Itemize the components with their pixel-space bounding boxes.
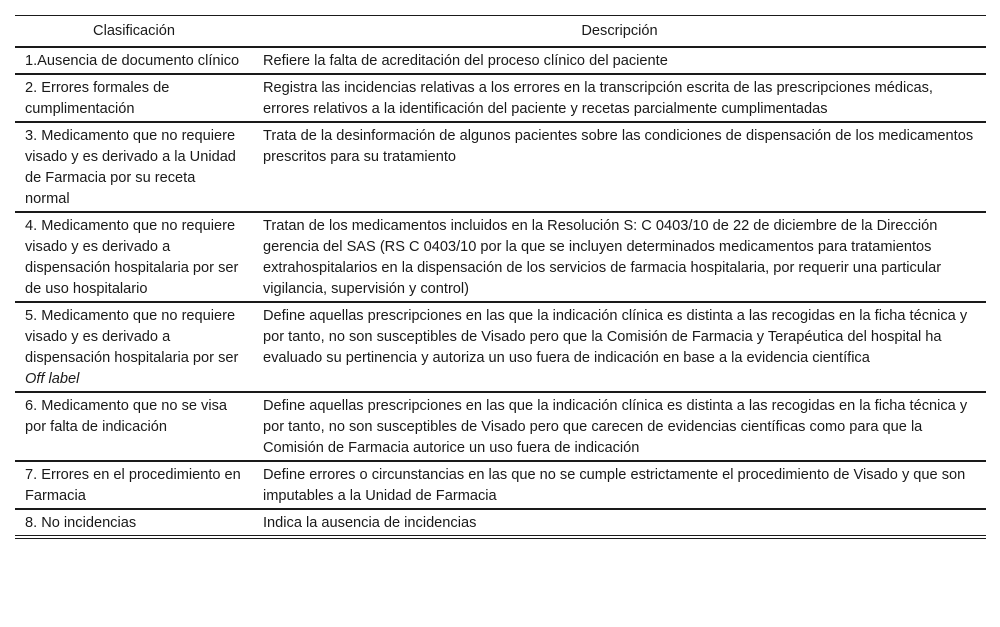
table-row (15, 392, 986, 461)
row-classification: 6. Medicamento que no se visa por falta de indicación (15, 392, 253, 461)
row-description: Trata de la desinformación de algunos pacientes sobre las condiciones de dispensación de los medicamentos prescritos para su tratamiento (253, 122, 986, 212)
table-row (15, 509, 986, 537)
row-classification: 2. Errores formales de cumplimentación (15, 74, 253, 122)
header-classification: Clasificación (15, 16, 253, 48)
row-classification: 8. No incidencias (15, 509, 253, 537)
header-description: Descripción (253, 16, 986, 48)
row-description: Tratan de los medicamentos incluidos en la Resolución S: C 0403/10 de 22 de diciembre de la Dirección gerencia del SAS (RS C 0403/10 por la que se incluyen determinados medicamentos para tratamientos extrahospitalarios en la dispensación de los servicios de farmacia hospitalaria, por requerir una particular vigilancia, supervisión y control) (253, 212, 986, 302)
header-row (15, 16, 986, 48)
row-classification (15, 302, 253, 392)
row-classification: 7. Errores en el procedimiento en Farmacia (15, 461, 253, 509)
row-description: Define aquellas prescripciones en las que la indicación clínica es distinta a las recogidas en la ficha técnica y por tanto, no son susceptibles de Visado pero que carecen de evidencias científicas como para que la Comisión de Farmacia autorice un uso fuera de indicación (253, 392, 986, 461)
table-row (15, 122, 986, 212)
table-row (15, 74, 986, 122)
table-row (15, 461, 986, 509)
row-classification: 1.Ausencia de documento clínico (15, 47, 253, 74)
table-header (15, 16, 986, 48)
row-description: Registra las incidencias relativas a los errores en la transcripción escrita de las prescripciones médicas, errores relativos a la identificación del paciente y recetas parcialmente cumplimentadas (253, 74, 986, 122)
row-classification-text: 5. Medicamento que no requiere visado y es derivado a dispensación hospitalaria por ser (25, 308, 239, 366)
classification-table-container (15, 15, 986, 539)
row-description: Define aquellas prescripciones en las que la indicación clínica es distinta a las recogidas en la ficha técnica y por tanto, no son susceptibles de Visado pero que la Comisión de Farmacia y Terapéutica del hospital ha evaluado su pertinencia y autoriza un uso fuera de indicación en base a la evidencia científica (253, 302, 986, 392)
row-classification: 3. Medicamento que no requiere visado y es derivado a la Unidad de Farmacia por su receta normal (15, 122, 253, 212)
table-row (15, 47, 986, 74)
row-description: Define errores o circunstancias en las que no se cumple estrictamente el procedimiento de Visado y que son imputables a la Unidad de Farmacia (253, 461, 986, 509)
table-row (15, 302, 986, 392)
table-body (15, 47, 986, 537)
table-row (15, 212, 986, 302)
row-description: Refiere la falta de acreditación del proceso clínico del paciente (253, 47, 986, 74)
classification-table (15, 15, 986, 539)
row-classification: 4. Medicamento que no requiere visado y es derivado a dispensación hospitalaria por ser de uso hospitalario (15, 212, 253, 302)
row-classification-italic: Off label (25, 371, 80, 387)
row-description: Indica la ausencia de incidencias (253, 509, 986, 537)
